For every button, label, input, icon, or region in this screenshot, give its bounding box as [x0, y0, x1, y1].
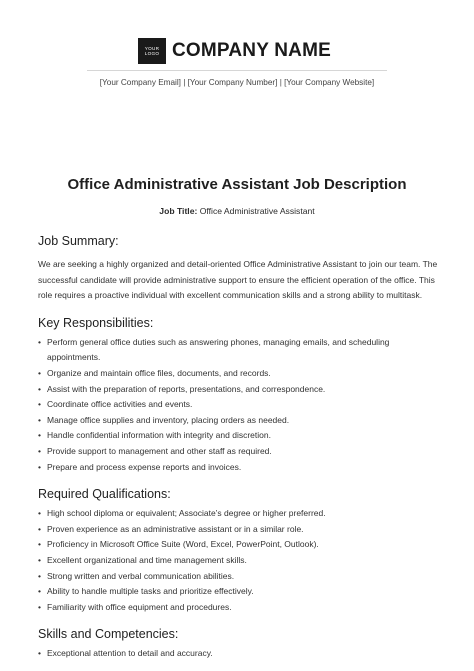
list-item: • Assist with the preparation of reports, presentations, and correspondence. — [38, 382, 438, 398]
job-title-label: Job Title: — [159, 206, 198, 216]
logo-text-line1: YOUR — [144, 46, 160, 51]
qualifications-list — [38, 506, 438, 615]
qualifications-section — [38, 485, 438, 615]
list-item: • Familiarity with office equipment and procedures. — [38, 600, 438, 616]
job-summary-heading: Job Summary: — [38, 234, 119, 248]
list-item: • Excellent organizational and time management skills. — [38, 553, 438, 569]
qualifications-heading: Required Qualifications: — [38, 487, 171, 502]
skills-section — [38, 625, 438, 662]
list-item: • Proficiency in Microsoft Office Suite (Word, Excel, PowerPoint, Outlook). — [38, 537, 438, 553]
job-summary-section — [38, 232, 438, 304]
list-item: • Provide support to management and other staff as required. — [38, 444, 438, 460]
document-body — [38, 232, 438, 662]
job-title-value: Office Administrative Assistant — [197, 206, 315, 216]
responsibilities-section — [38, 314, 438, 475]
letterhead — [0, 38, 474, 64]
job-title-line — [0, 206, 474, 216]
company-name: COMPANY NAME — [172, 40, 331, 61]
list-item: • Prepare and process expense reports and invoices. — [38, 460, 438, 476]
skills-list — [38, 646, 438, 662]
contact-line: [Your Company Email] | [Your Company Number] | [Your Company Website] — [99, 78, 375, 87]
list-item: • Exceptional attention to detail and accuracy. — [38, 646, 438, 662]
list-item: • Organize and maintain office files, documents, and records. — [38, 366, 438, 382]
header-divider — [87, 70, 387, 71]
responsibilities-list — [38, 335, 438, 475]
list-item: • Ability to handle multiple tasks and prioritize effectively. — [38, 584, 438, 600]
skills-heading: Skills and Competencies: — [38, 627, 179, 642]
logo-text-line2: LOGO — [144, 51, 160, 56]
list-item: • Perform general office duties such as answering phones, managing emails, and scheduling appointments. — [38, 335, 438, 366]
list-item: • Handle confidential information with integrity and discretion. — [38, 428, 438, 444]
list-item: • Proven experience as an administrative assistant or in a similar role. — [38, 522, 438, 538]
list-item: • High school diploma or equivalent; Associate’s degree or higher preferred. — [38, 506, 438, 522]
job-summary-text: We are seeking a highly organized and detail-oriented Office Administrative Assistant to join our team. The successful candidate will provide administrative support to ensure the efficient operation of the office. This role requires a proactive individual with excellent communication skills and a strong ability to multitask. — [38, 259, 438, 301]
list-item: • Coordinate office activities and events. — [38, 397, 438, 413]
responsibilities-heading: Key Responsibilities: — [38, 315, 154, 330]
list-item: • Manage office supplies and inventory, placing orders as needed. — [38, 413, 438, 429]
list-item: • Strong written and verbal communication abilities. — [38, 569, 438, 585]
company-logo — [138, 38, 166, 64]
document-title: Office Administrative Assistant Job Description — [67, 176, 407, 193]
